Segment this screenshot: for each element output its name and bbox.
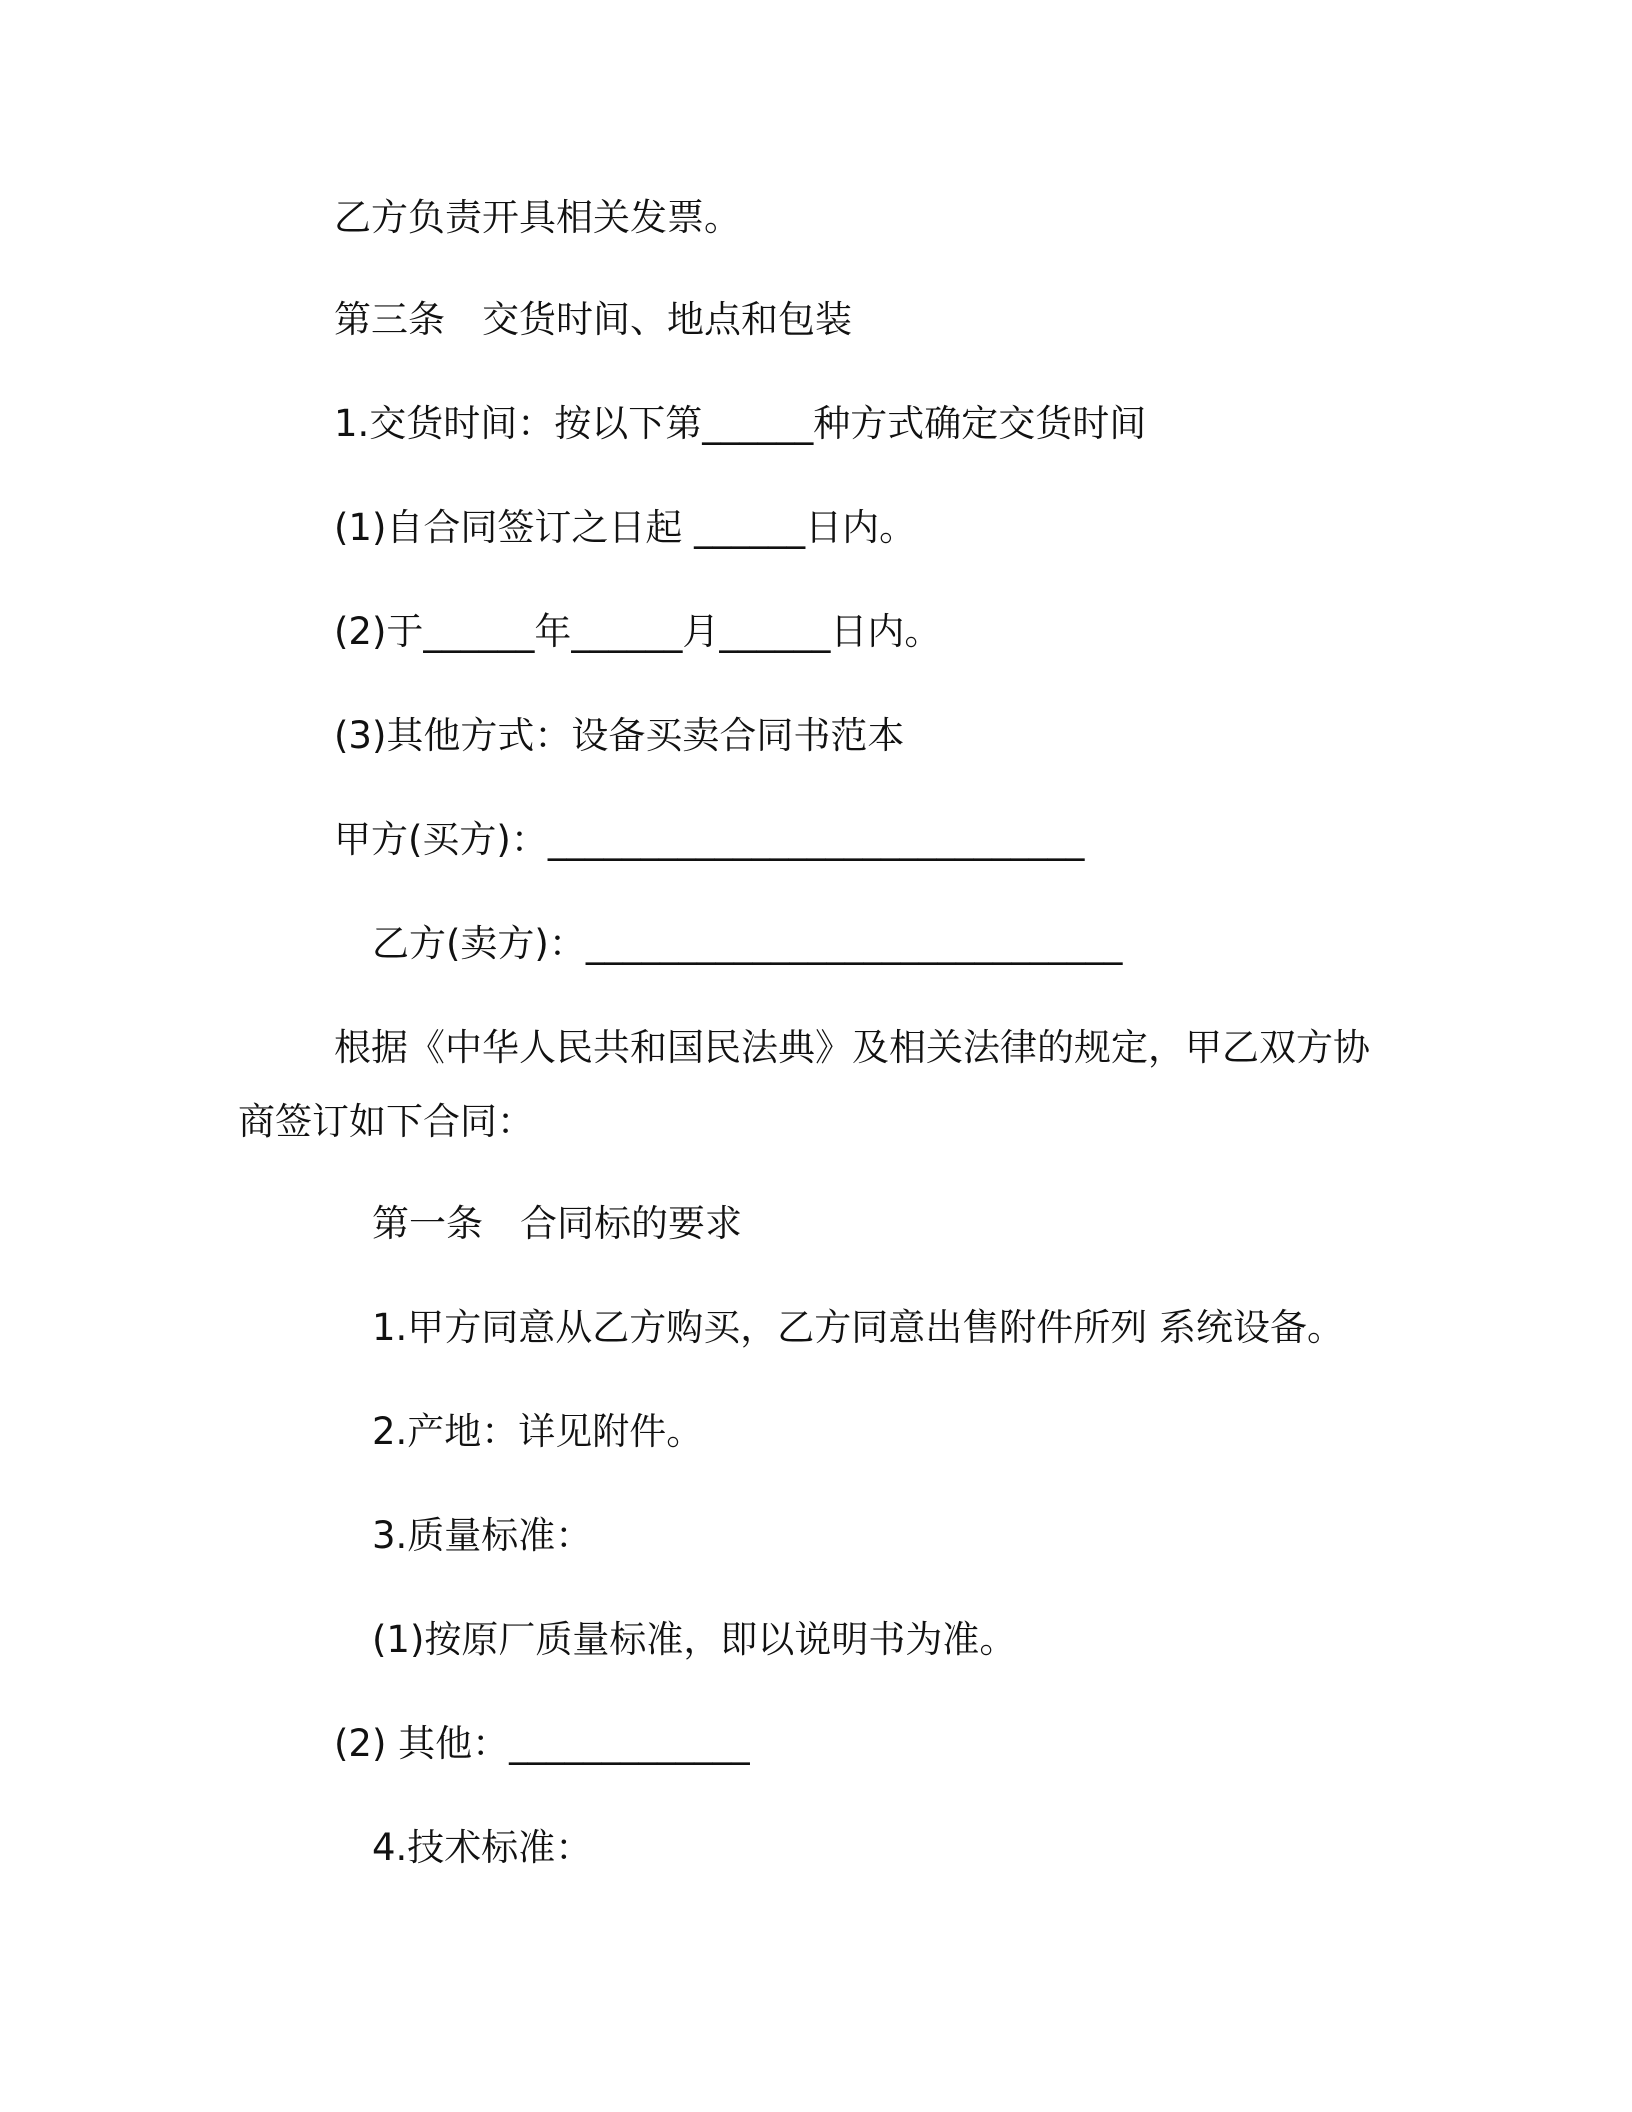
paragraph-delivery-time: 1.交货时间：按以下第______种方式确定交货时间 bbox=[334, 402, 1147, 445]
paragraph-legal-basis: 根据《中华人民共和国民法典》及相关法律的规定，甲乙双方协 bbox=[334, 1026, 1370, 1069]
party-b-line: 乙方(卖方)：_____________________________ bbox=[372, 922, 1123, 965]
paragraph-option-1: (1)自合同签订之日起 ______日内。 bbox=[334, 506, 917, 549]
paragraph-item-2: 2.产地：详见附件。 bbox=[372, 1410, 704, 1453]
heading-article-3: 第三条 交货时间、地点和包装 bbox=[334, 298, 852, 341]
paragraph-legal-basis-cont: 商签订如下合同： bbox=[238, 1100, 534, 1143]
paragraph-option-2: (2)于______年______月______日内。 bbox=[334, 610, 942, 653]
paragraph-option-3: (3)其他方式：设备买卖合同书范本 bbox=[334, 714, 905, 757]
party-a-line: 甲方(买方)：_____________________________ bbox=[334, 818, 1085, 861]
heading-article-1: 第一条 合同标的要求 bbox=[372, 1202, 742, 1245]
paragraph-item-1: 1.甲方同意从乙方购买，乙方同意出售附件所列 系统设备。 bbox=[372, 1306, 1345, 1349]
paragraph-item-4: 4.技术标准： bbox=[372, 1826, 593, 1869]
paragraph-item-3: 3.质量标准： bbox=[372, 1514, 593, 1557]
paragraph-invoice: 乙方负责开具相关发票。 bbox=[334, 196, 741, 239]
paragraph-quality-1: (1)按原厂质量标准，即以说明书为准。 bbox=[372, 1618, 1017, 1661]
paragraph-quality-2: (2) 其他：_____________ bbox=[334, 1722, 750, 1765]
